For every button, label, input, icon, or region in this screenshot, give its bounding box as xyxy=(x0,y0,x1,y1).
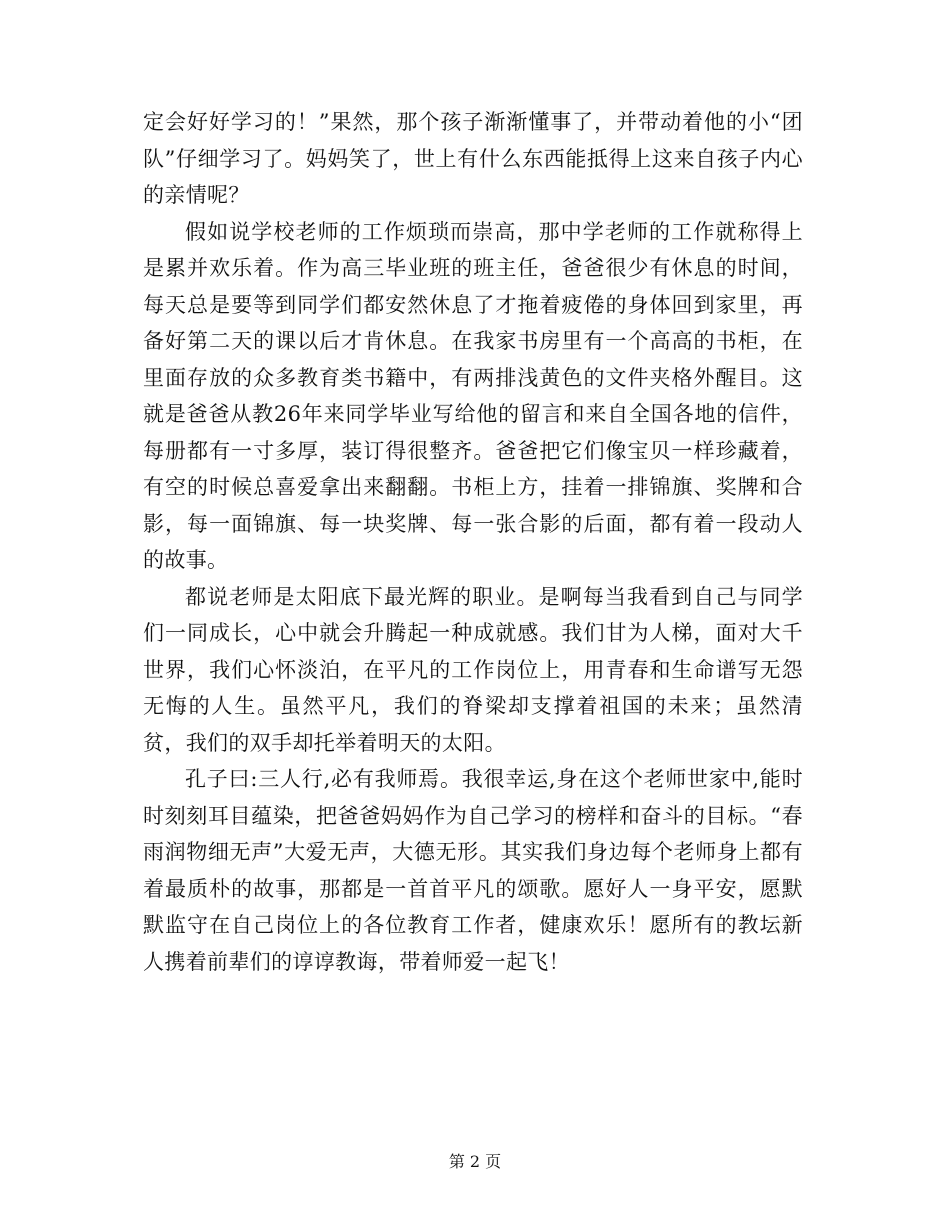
paragraph-continuation: 定会好好学习的！”果然，那个孩子渐渐懂事了，并带动着他的小“团队”仔细学习了。妈妈笑了，世上有什么东西能抵得上这来自孩子内心的亲情呢？ xyxy=(143,110,803,207)
paragraph-teacher-profession: 都说老师是太阳底下最光辉的职业。是啊每当我看到自己与同学们一同成长，心中就会升腾起一种成就感。我们甘为人梯，面对大千世界，我们心怀淡泊，在平凡的工作岗位上，用青春和生命谱写无怨无悔的人生。虽然平凡，我们的脊梁却支撑着祖国的未来；虽然清贫，我们的双手却托举着明天的太阳。 xyxy=(143,584,803,755)
paragraph-confucius: 孔子曰:三人行,必有我师焉。我很幸运,身在这个老师世家中,能时时刻刻耳目蕴染，把爸爸妈妈作为自己学习的榜样和奋斗的目标。“春雨润物细无声”大爱无声，大德无形。其实我们身边每个老师身上都有着最质朴的故事，那都是一首首平凡的颂歌。愿好人一身平安，愿默默监守在自己岗位上的各位教育工作者，健康欢乐！愿所有的教坛新人携着前辈们的谆谆教诲，带着师爱一起飞！ xyxy=(143,767,803,974)
paragraph-father-work: 假如说学校老师的工作烦琐而崇高，那中学老师的工作就称得上是累并欢乐着。作为高三毕业班的班主任，爸爸很少有休息的时间，每天总是要等到同学们都安然休息了才拖着疲倦的身体回到家里，再备好第二天的课以后才肯休息。在我家书房里有一个高高的书柜，在里面存放的众多教育类书籍中，有两排浅黄色的文件夹格外醒目。这就是爸爸从教26年来同学毕业写给他的留言和来自全国各地的信件，每册都有一寸多厚，装订得很整齐。爸爸把它们像宝贝一样珍藏着，有空的时候总喜爱拿出来翻翻。书柜上方，挂着一排锦旗、奖牌和合影，每一面锦旗、每一块奖牌、每一张合影的后面，都有着一段动人的故事。 xyxy=(143,219,803,572)
document-body xyxy=(143,104,803,980)
page-number: 第 2 页 xyxy=(448,1152,502,1171)
